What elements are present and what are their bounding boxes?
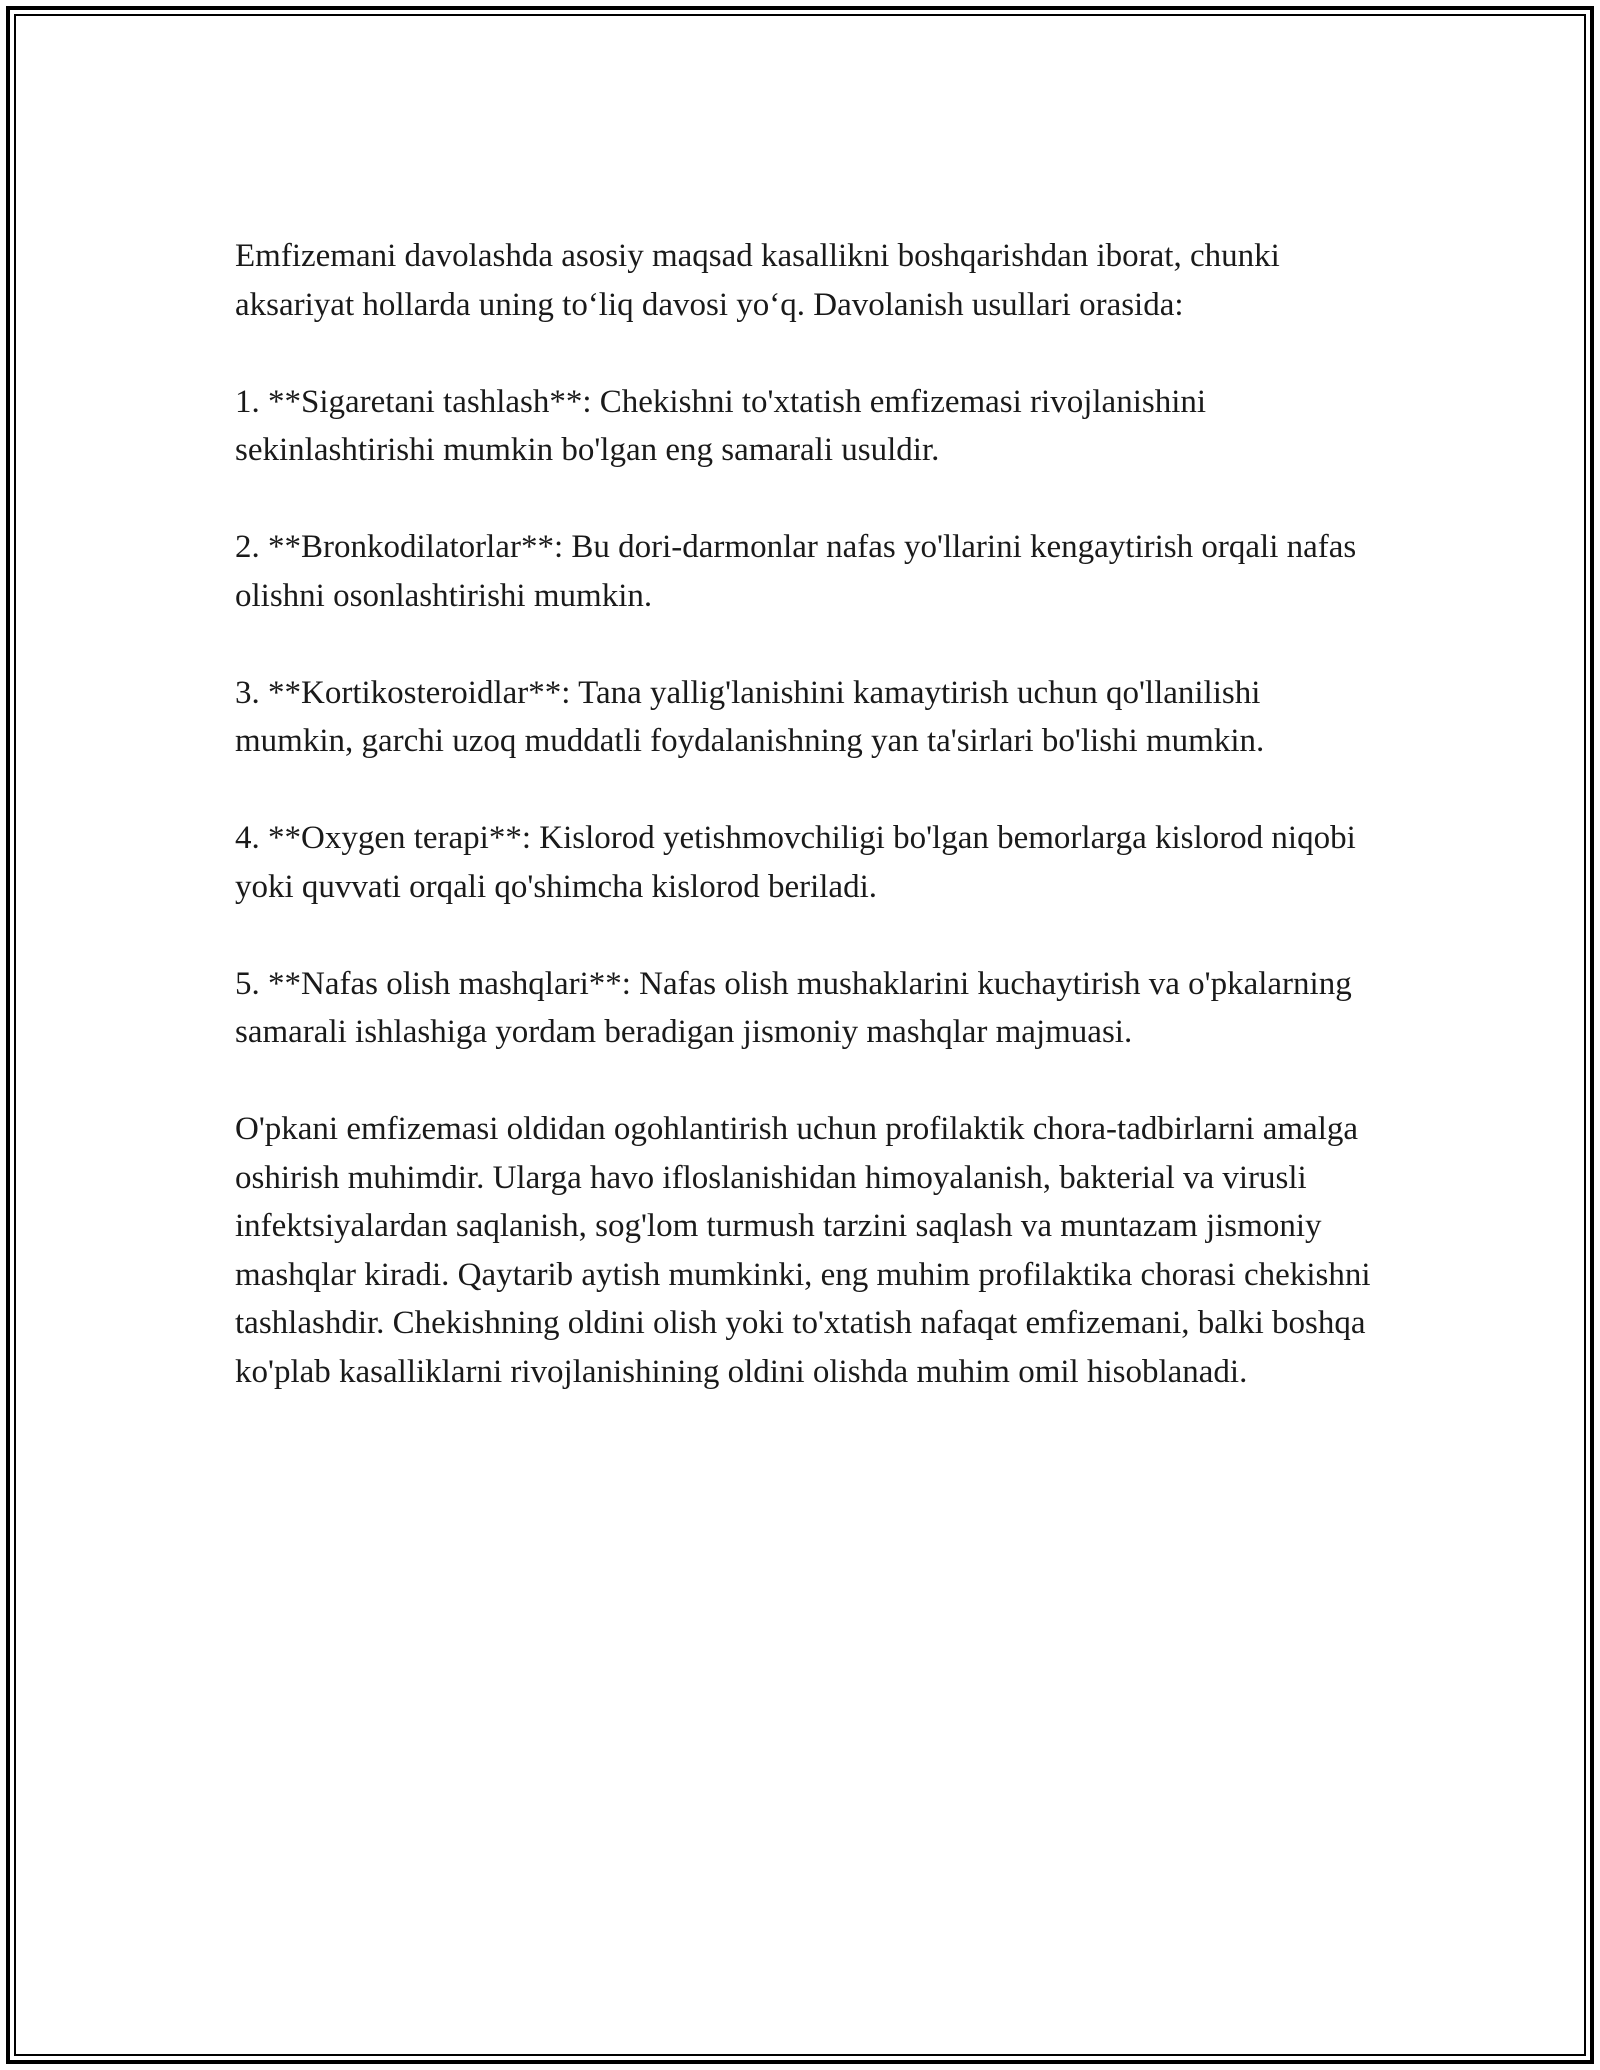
list-item: 5. **Nafas olish mashqlari**: Nafas olish mushaklarini kuchaytirish va o'pkalarning samarali ishlashiga yordam beradigan jismoniy mashqlar majmuasi. bbox=[235, 965, 1352, 1050]
conclusion-paragraph: O'pkani emfizemasi oldidan ogohlantirish uchun profilaktik chora-tadbirlarni amalga oshirish muhimdir. Ularga havo ifloslanishidan himoyalanish, bakterial va virusli infektsiyalardan saqlanish, sog'lom turmush tarzini saqlash va muntazam jismoniy mashqlar kiradi. Qaytarib aytish mumkinki, eng muhim profilaktika chorasi chekishni tashlashdir. Chekishning oldini olish yoki to'xtatish nafaqat emfizemani, balki boshqa ko'plab kasalliklarni rivojlanishining oldini olishda muhim omil hisoblanadi. bbox=[235, 1111, 1371, 1390]
list-item: 4. **Oxygen terapi**: Kislorod yetishmovchiligi bo'lgan bemorlarga kislorod niqobi yoki quvvati orqali qo'shimcha kislorod beriladi. bbox=[235, 820, 1356, 905]
intro-paragraph: Emfizemani davolashda asosiy maqsad kasallikni boshqarishdan iborat, chunki aksariyat hollarda uning to‘liq davosi yo‘q. Davolanish usullari orasida: bbox=[235, 238, 1280, 323]
list-item: 2. **Bronkodilatorlar**: Bu dori-darmonlar nafas yo'llarini kengaytirish orqali nafas olishni osonlashtirishi mumkin. bbox=[235, 529, 1357, 614]
list-item: 1. **Sigaretani tashlash**: Chekishni to'xtatish emfizemasi rivojlanishini sekinlashtirishi mumkin bo'lgan eng samarali usuldir. bbox=[235, 383, 1207, 468]
document-body bbox=[235, 232, 1385, 1396]
list-item: 3. **Kortikosteroidlar**: Tana yallig'lanishini kamaytirish uchun qo'llanilishi mumkin, garchi uzoq muddatli foydalanishning yan ta'sirlari bo'lishi mumkin. bbox=[235, 674, 1265, 759]
